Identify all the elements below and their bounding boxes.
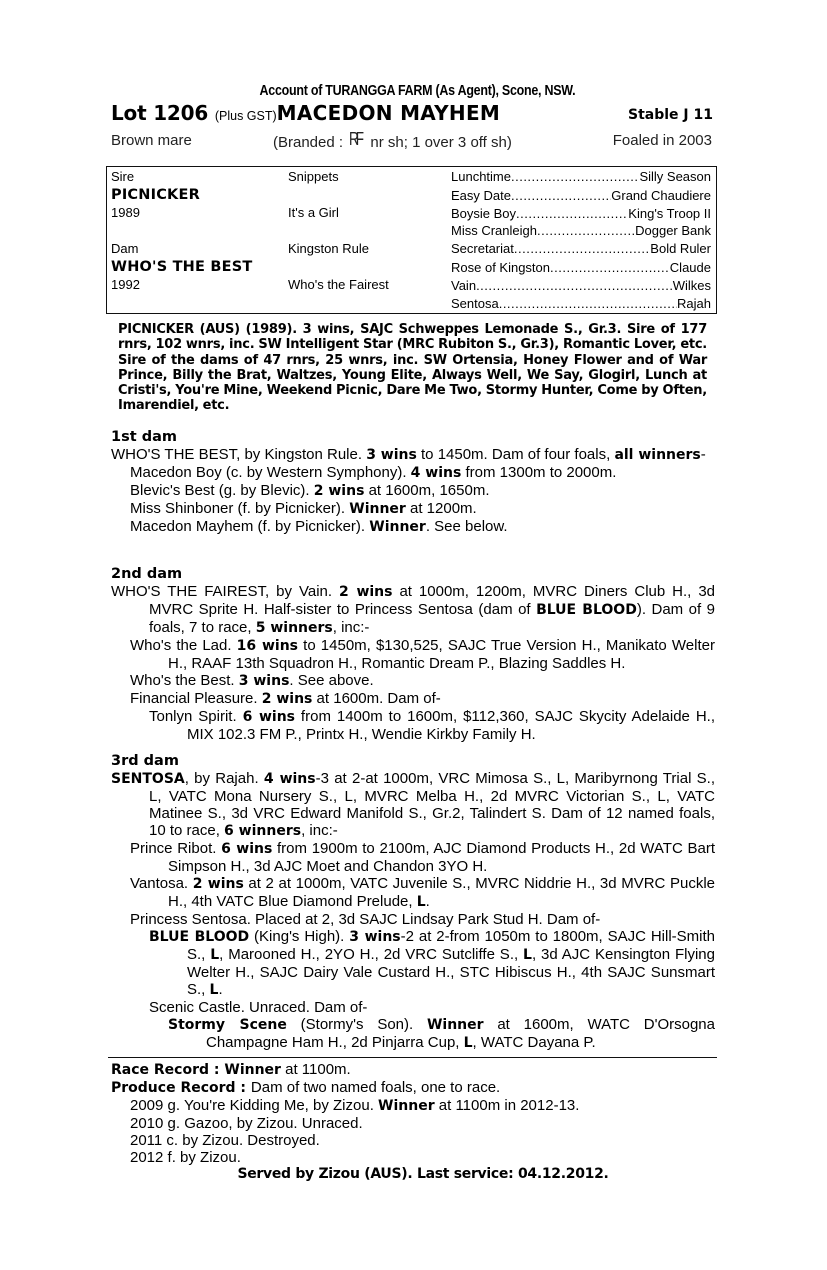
leader-dots bbox=[511, 169, 639, 185]
leader-dots bbox=[511, 188, 611, 204]
gg-dam: Lunchtime bbox=[451, 169, 511, 184]
text: ). Dam of 9 foals, 7 to race, bbox=[149, 601, 715, 636]
pedigree-table bbox=[106, 166, 717, 314]
progeny-entry bbox=[111, 482, 715, 500]
produce-record-label: Produce Record : bbox=[111, 1080, 251, 1096]
text: , 3d AJC Kensington Flying Welter H., SAJC Dairy Vale Custard H., STC Hibiscus H., 4th SAJC Sunsmart S., bbox=[187, 946, 715, 998]
bold-text: all winners bbox=[614, 447, 701, 463]
bold-text: BLUE BLOOD bbox=[536, 602, 637, 618]
text: Macedon Mayhem (f. by Picnicker). bbox=[130, 518, 370, 535]
produce-record bbox=[111, 1079, 715, 1097]
text: - bbox=[700, 446, 706, 463]
text: -3 at 2-at 1000m, VRC Mimosa S., L, Maribyrnong Trial S., L, VATC Mona Nursery S., L, MVRC Melba H., 2d MVRC Victorian S., L, VATC Matinee S., 3d VRC Edward Manifold S., Gr.2, Talindert S. Dam of 12 named foals, 10 to race, bbox=[149, 770, 715, 839]
section-divider bbox=[108, 1057, 717, 1058]
text: from 1400m to 1600m, $112,360, SAJC Skycity Adelaide H., MIX 102.3 FM P., Printx H., Wendie Kirkby Family H. bbox=[187, 708, 715, 743]
produce-entry bbox=[111, 1097, 715, 1115]
leader-dots bbox=[550, 260, 670, 276]
text: at 1600m. Dam of- bbox=[312, 690, 441, 707]
sire-name: PICNICKER bbox=[111, 187, 200, 203]
sire-dam: It's a Girl bbox=[288, 205, 339, 220]
text: Vantosa. bbox=[130, 875, 193, 892]
bold-text: 2 wins bbox=[261, 691, 313, 707]
brand-info bbox=[273, 129, 512, 151]
dam-year: 1992 bbox=[111, 277, 140, 292]
lot-label: Lot 1206 bbox=[111, 101, 209, 125]
text: (Stormy's Son). bbox=[286, 1016, 427, 1033]
text: 2010 g. Gazoo, by Zizou. Unraced. bbox=[130, 1115, 363, 1132]
progeny-entry bbox=[111, 518, 715, 536]
bold-text: Winner bbox=[369, 519, 426, 535]
sire-description: PICNICKER (AUS) (1989). 3 wins, SAJC Schweppes Lemonade S., Gr.3. Sire of 177 rnrs, 102 wnrs, inc. SW Intelligent Star (MRC Rubiton S., Gr.3), Romantic Lover, etc. Sire of the dams of 47 rnrs, 25 wnrs, inc. SW Ortensia, Honey Flower and of War Prince, Billy the Brat, Waltzes, Young Elite, Always Well, We Say, Glogirl, Lunch at Cristi's, You're Mine, Weekend Picnic, Dare Me Two, Stormy Hunter, Come by Often, Imarendiel, etc. bbox=[118, 322, 707, 414]
bold-text: 3 wins bbox=[238, 673, 290, 689]
second-dam-section bbox=[111, 566, 715, 743]
gg-dam: Secretariat bbox=[451, 241, 514, 256]
bold-text: Winner bbox=[349, 501, 406, 517]
text: Miss Shinboner (f. by Picnicker). bbox=[130, 500, 350, 517]
listed-marker: L bbox=[523, 947, 532, 963]
great-grandparent-row bbox=[451, 206, 711, 222]
text: WHO'S THE FAIREST, by Vain. bbox=[111, 583, 340, 600]
catalogue-header bbox=[111, 82, 717, 154]
text: at 2 at 1000m, VATC Juvenile S., MVRC Niddrie H., 3d MVRC Puckle H., 4th VATC Blue Diamond Prelude, bbox=[168, 875, 716, 910]
gg-dam: Sentosa bbox=[451, 296, 499, 311]
dam-name: SENTOSA bbox=[111, 771, 185, 787]
dam-intro bbox=[111, 583, 715, 637]
race-record-label: Race Record : bbox=[111, 1062, 225, 1078]
gg-sire: Grand Chaudiere bbox=[611, 188, 711, 203]
gg-dam: Miss Cranleigh bbox=[451, 223, 537, 238]
text: at 1600m, WATC D'Orsogna Champagne Ham H., 2d Pinjarra Cup, bbox=[206, 1016, 715, 1051]
served-by-note: Served by Zizou (AUS). Last service: 04.12.2012. bbox=[237, 1166, 609, 1182]
text: , by Rajah. bbox=[184, 770, 264, 787]
bold-text: Winner bbox=[426, 1017, 484, 1033]
dam-sire: Kingston Rule bbox=[288, 241, 369, 256]
leader-dots bbox=[537, 223, 635, 239]
section-heading: 3rd dam bbox=[111, 753, 179, 769]
text: , inc:- bbox=[301, 822, 338, 839]
text: . See below. bbox=[425, 518, 508, 535]
horse-details bbox=[111, 129, 717, 154]
text: 2012 f. by Zizou. bbox=[130, 1149, 241, 1166]
bold-text: 3 wins bbox=[366, 447, 417, 463]
text: , Marooned H., 2YO H., 2d VRC Sutcliffe S., bbox=[219, 946, 524, 963]
colour-sex: Brown mare bbox=[111, 132, 192, 149]
bold-text: 6 wins bbox=[221, 841, 273, 857]
third-dam-section bbox=[111, 753, 715, 1052]
text: Financial Pleasure. bbox=[130, 690, 262, 707]
leader-dots bbox=[499, 296, 677, 312]
gg-sire: Dogger Bank bbox=[635, 223, 711, 238]
leader-dots bbox=[516, 206, 628, 222]
section-heading: 2nd dam bbox=[111, 566, 183, 582]
text: Who's the Lad. bbox=[130, 637, 237, 654]
sire-sire: Snippets bbox=[288, 169, 339, 184]
progeny-entry: Princess Sentosa. Placed at 2, 3d SAJC Lindsay Park Stud H. Dam of- bbox=[130, 911, 601, 928]
listed-marker: L bbox=[463, 1035, 473, 1051]
gg-dam: Boysie Boy bbox=[451, 206, 517, 221]
bold-text: 2 wins bbox=[192, 876, 244, 892]
dam-label: Dam bbox=[111, 241, 139, 256]
brand-suffix: nr sh; 1 over 3 off sh) bbox=[370, 134, 512, 151]
gg-sire: Silly Season bbox=[639, 169, 711, 184]
text: , inc:- bbox=[332, 619, 370, 636]
text: (King's High). bbox=[249, 928, 350, 945]
vendor-account: Account of TURANGGA FARM (As Agent), Scone, NSW. bbox=[259, 83, 576, 99]
text: . bbox=[218, 981, 223, 998]
grand-progeny-entry bbox=[111, 708, 715, 743]
gg-sire: King's Troop II bbox=[628, 206, 711, 221]
text: . bbox=[425, 893, 430, 910]
progeny-entry bbox=[111, 637, 715, 672]
leader-dots bbox=[514, 241, 650, 257]
text: Dam of two named foals, one to race. bbox=[250, 1079, 501, 1096]
great-grandparent-row bbox=[451, 296, 711, 312]
text: at 1000m, 1200m, MVRC Diners Club H., 3d MVRC Sprite H. Half-sister to Princess Sentosa (dam of bbox=[149, 583, 716, 618]
text: to 1450m. Dam of four foals, bbox=[416, 446, 615, 463]
text: , WATC Dayana P. bbox=[472, 1034, 596, 1051]
lot-line bbox=[111, 101, 717, 129]
text: at 1200m. bbox=[405, 500, 477, 517]
sire-year: 1989 bbox=[111, 205, 140, 220]
text: WHO'S THE BEST, by Kingston Rule. bbox=[111, 446, 367, 463]
gg-sire: Claude bbox=[669, 260, 711, 275]
gg-sire: Bold Ruler bbox=[650, 241, 711, 256]
bold-text: 16 wins bbox=[236, 638, 299, 654]
gg-dam: Easy Date bbox=[451, 188, 511, 203]
text: at 1100m in 2012-13. bbox=[434, 1097, 580, 1114]
brand-prefix: (Branded : bbox=[273, 134, 344, 151]
great-grandparent-row bbox=[451, 169, 711, 185]
horse-name: Stormy Scene bbox=[168, 1017, 287, 1033]
great-grandparent-row bbox=[451, 188, 711, 204]
dam-intro bbox=[111, 446, 715, 464]
text: Prince Ribot. bbox=[130, 840, 222, 857]
gst-note: (Plus GST) bbox=[214, 109, 277, 123]
grand-progeny-entry: Scenic Castle. Unraced. Dam of- bbox=[149, 999, 368, 1016]
bold-text: 3 wins bbox=[349, 929, 401, 945]
gg-dam: Vain bbox=[451, 278, 477, 293]
text: at 1600m, 1650m. bbox=[364, 482, 490, 499]
first-dam-section bbox=[111, 429, 715, 536]
text: Tonlyn Spirit. bbox=[149, 708, 243, 725]
stable-location: Stable J 11 bbox=[628, 107, 713, 123]
bold-text: 4 wins bbox=[410, 465, 462, 481]
text: to 1450m, $130,525, SAJC True Version H., Manikato Welter H., RAAF 13th Squadron H., Romantic Dream P., Blazing Saddles H. bbox=[168, 637, 715, 672]
horse-name: BLUE BLOOD bbox=[149, 929, 250, 945]
lot-number bbox=[111, 101, 500, 125]
bold-text: Winner bbox=[224, 1062, 281, 1078]
text: from 1900m to 2100m, AJC Diamond Products H., 2d WATC Bart Simpson H., 3d AJC Moet and Chandon 3YO H. bbox=[168, 840, 715, 875]
records-section bbox=[111, 1061, 715, 1183]
bold-text: 6 winners bbox=[224, 823, 302, 839]
bold-text: 4 wins bbox=[263, 771, 316, 787]
bold-text: Winner bbox=[378, 1098, 435, 1114]
sire-label: Sire bbox=[111, 169, 135, 184]
dam-dam: Who's the Fairest bbox=[288, 277, 389, 292]
progeny-entry bbox=[111, 840, 715, 875]
text: -2 at 2-from 1050m to 1800m, SAJC Hill-Smith S., bbox=[187, 928, 716, 963]
section-heading: 1st dam bbox=[111, 429, 177, 445]
bold-text: 2 wins bbox=[339, 584, 393, 600]
listed-marker: L bbox=[210, 947, 220, 963]
horse-name: MACEDON MAYHEM bbox=[276, 101, 501, 125]
great-grand-progeny-entry bbox=[111, 1016, 715, 1052]
gg-sire: Wilkes bbox=[672, 278, 711, 293]
dam-intro bbox=[111, 770, 715, 840]
text: Who's the Best. bbox=[130, 672, 239, 689]
text: 2011 c. by Zizou. Destroyed. bbox=[130, 1132, 320, 1149]
produce-entry bbox=[111, 1149, 715, 1166]
produce-entry bbox=[111, 1115, 715, 1132]
bold-text: 6 wins bbox=[242, 709, 295, 725]
text: Blevic's Best (g. by Blevic). bbox=[130, 482, 314, 499]
text: at 1100m. bbox=[280, 1061, 351, 1078]
produce-entry bbox=[111, 1132, 715, 1149]
progeny-entry bbox=[111, 500, 715, 518]
race-record bbox=[111, 1061, 715, 1079]
progeny-entry bbox=[111, 690, 715, 708]
dam-name: WHO'S THE BEST bbox=[111, 259, 253, 275]
great-grandparent-row bbox=[451, 223, 711, 239]
foaled-year: Foaled in 2003 bbox=[612, 132, 712, 149]
progeny-entry bbox=[111, 672, 715, 690]
grand-progeny-entry bbox=[111, 928, 715, 999]
text: Macedon Boy (c. by Western Symphony). bbox=[130, 464, 411, 481]
brand-mark-icon: RF bbox=[349, 129, 362, 149]
text: from 1300m to 2000m. bbox=[461, 464, 617, 481]
bold-text: 5 winners bbox=[255, 620, 333, 636]
great-grandparent-row bbox=[451, 278, 711, 294]
bold-text: 2 wins bbox=[313, 483, 365, 499]
text: 2009 g. You're Kidding Me, by Zizou. bbox=[130, 1097, 379, 1114]
listed-marker: L bbox=[209, 982, 219, 998]
gg-dam: Rose of Kingston bbox=[451, 260, 551, 275]
progeny-entry bbox=[111, 464, 715, 482]
text: . See above. bbox=[289, 672, 374, 689]
great-grandparent-row bbox=[451, 241, 711, 257]
leader-dots bbox=[476, 278, 673, 294]
gg-sire: Rajah bbox=[677, 296, 711, 311]
progeny-entry bbox=[111, 875, 715, 911]
listed-marker: L bbox=[416, 894, 426, 910]
great-grandparent-row bbox=[451, 260, 711, 276]
